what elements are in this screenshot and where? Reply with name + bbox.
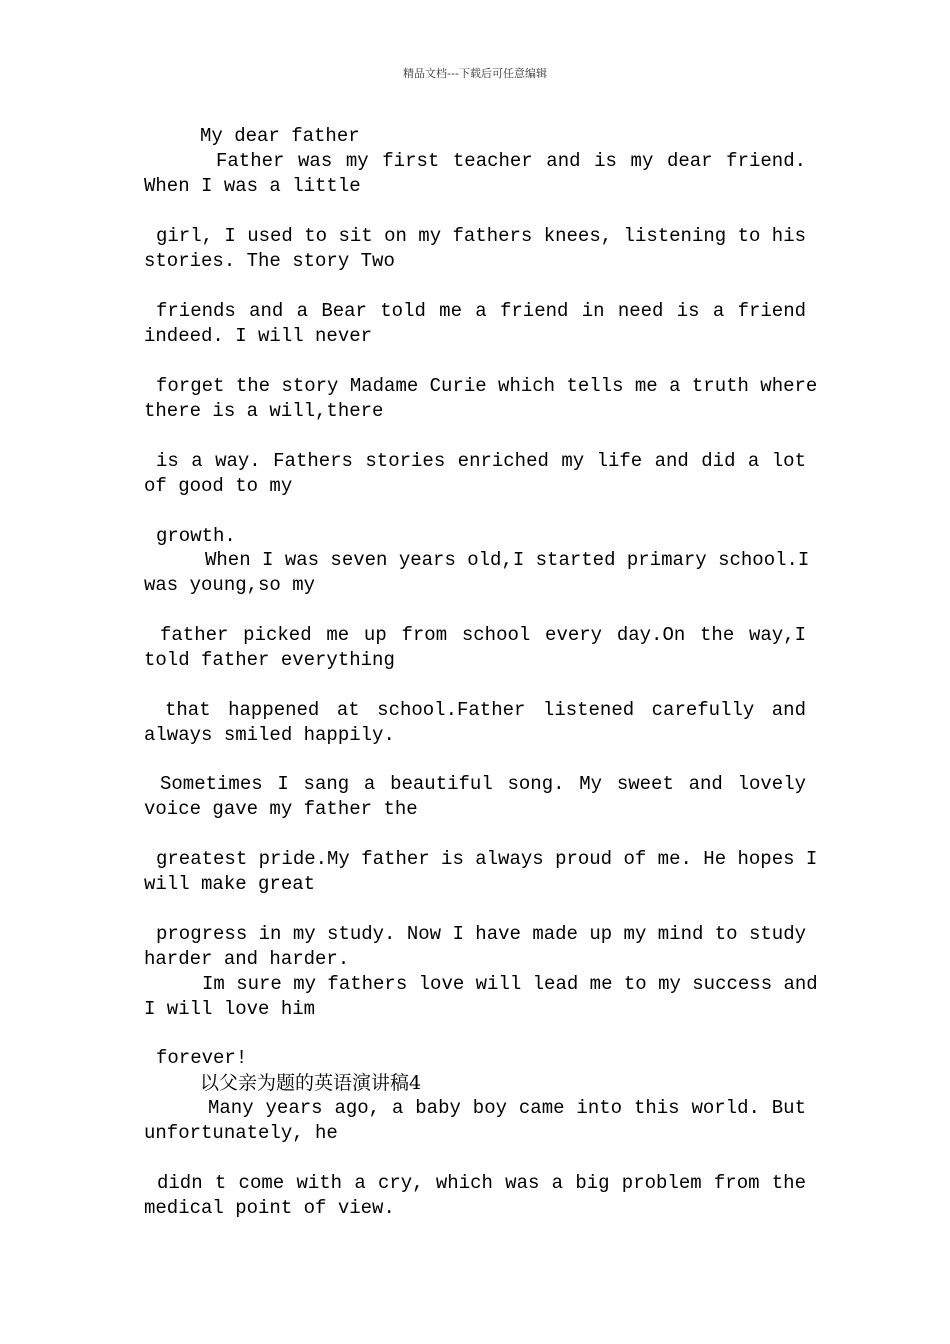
text-line: didn t come with a cry, which was a big problem from the [157,1172,806,1194]
text-line: medical point of view. [144,1197,395,1219]
text-line: I will love him [144,998,316,1020]
text-line: will make great [144,873,316,895]
text-line: greatest pride.My father is always proud of me. He hopes I [156,848,818,870]
text-line: unfortunately, he [144,1122,338,1144]
text-line: told father everything [144,649,395,671]
text-line: forever! [156,1047,248,1069]
text-line: My dear father [200,125,360,147]
text-line: growth. [156,525,236,547]
text-line: voice gave my father the [144,798,418,820]
text-line: that happened at school.Father listened carefully and [165,699,806,721]
text-line: When I was a little [144,175,361,197]
text-line: father picked me up from school every day.On the way,I [160,624,806,646]
text-line: of good to my [144,475,293,497]
text-line: there is a will,there [144,400,384,422]
text-line: indeed. I will never [144,325,373,347]
text-line: Many years ago, a baby boy came into this world. But [208,1097,806,1119]
text-line: was young,so my [144,574,316,596]
text-line: Im sure my fathers love will lead me to my success and [202,973,818,995]
text-line: forget the story Madame Curie which tells me a truth where [156,375,818,397]
text-line: always smiled happily. [144,724,395,746]
text-line: When I was seven years old,I started primary school.I [205,549,810,571]
text-line: Father was my first teacher and is my dear friend. [216,150,806,172]
text-line: stories. The story Two [144,250,395,272]
page-header: 精品文档---下载后可任意编辑 [403,67,547,80]
text-line: progress in my study. Now I have made up my mind to study [156,923,806,945]
text-line: Sometimes I sang a beautiful song. My sweet and lovely [160,773,806,795]
text-line: harder and harder. [144,948,350,970]
section-heading: 以父亲为题的英语演讲稿4 [200,1072,422,1094]
text-line: is a way. Fathers stories enriched my life and did a lot [156,450,806,472]
text-line: friends and a Bear told me a friend in need is a friend [156,300,806,322]
text-line: girl, I used to sit on my fathers knees, listening to his [156,225,806,247]
